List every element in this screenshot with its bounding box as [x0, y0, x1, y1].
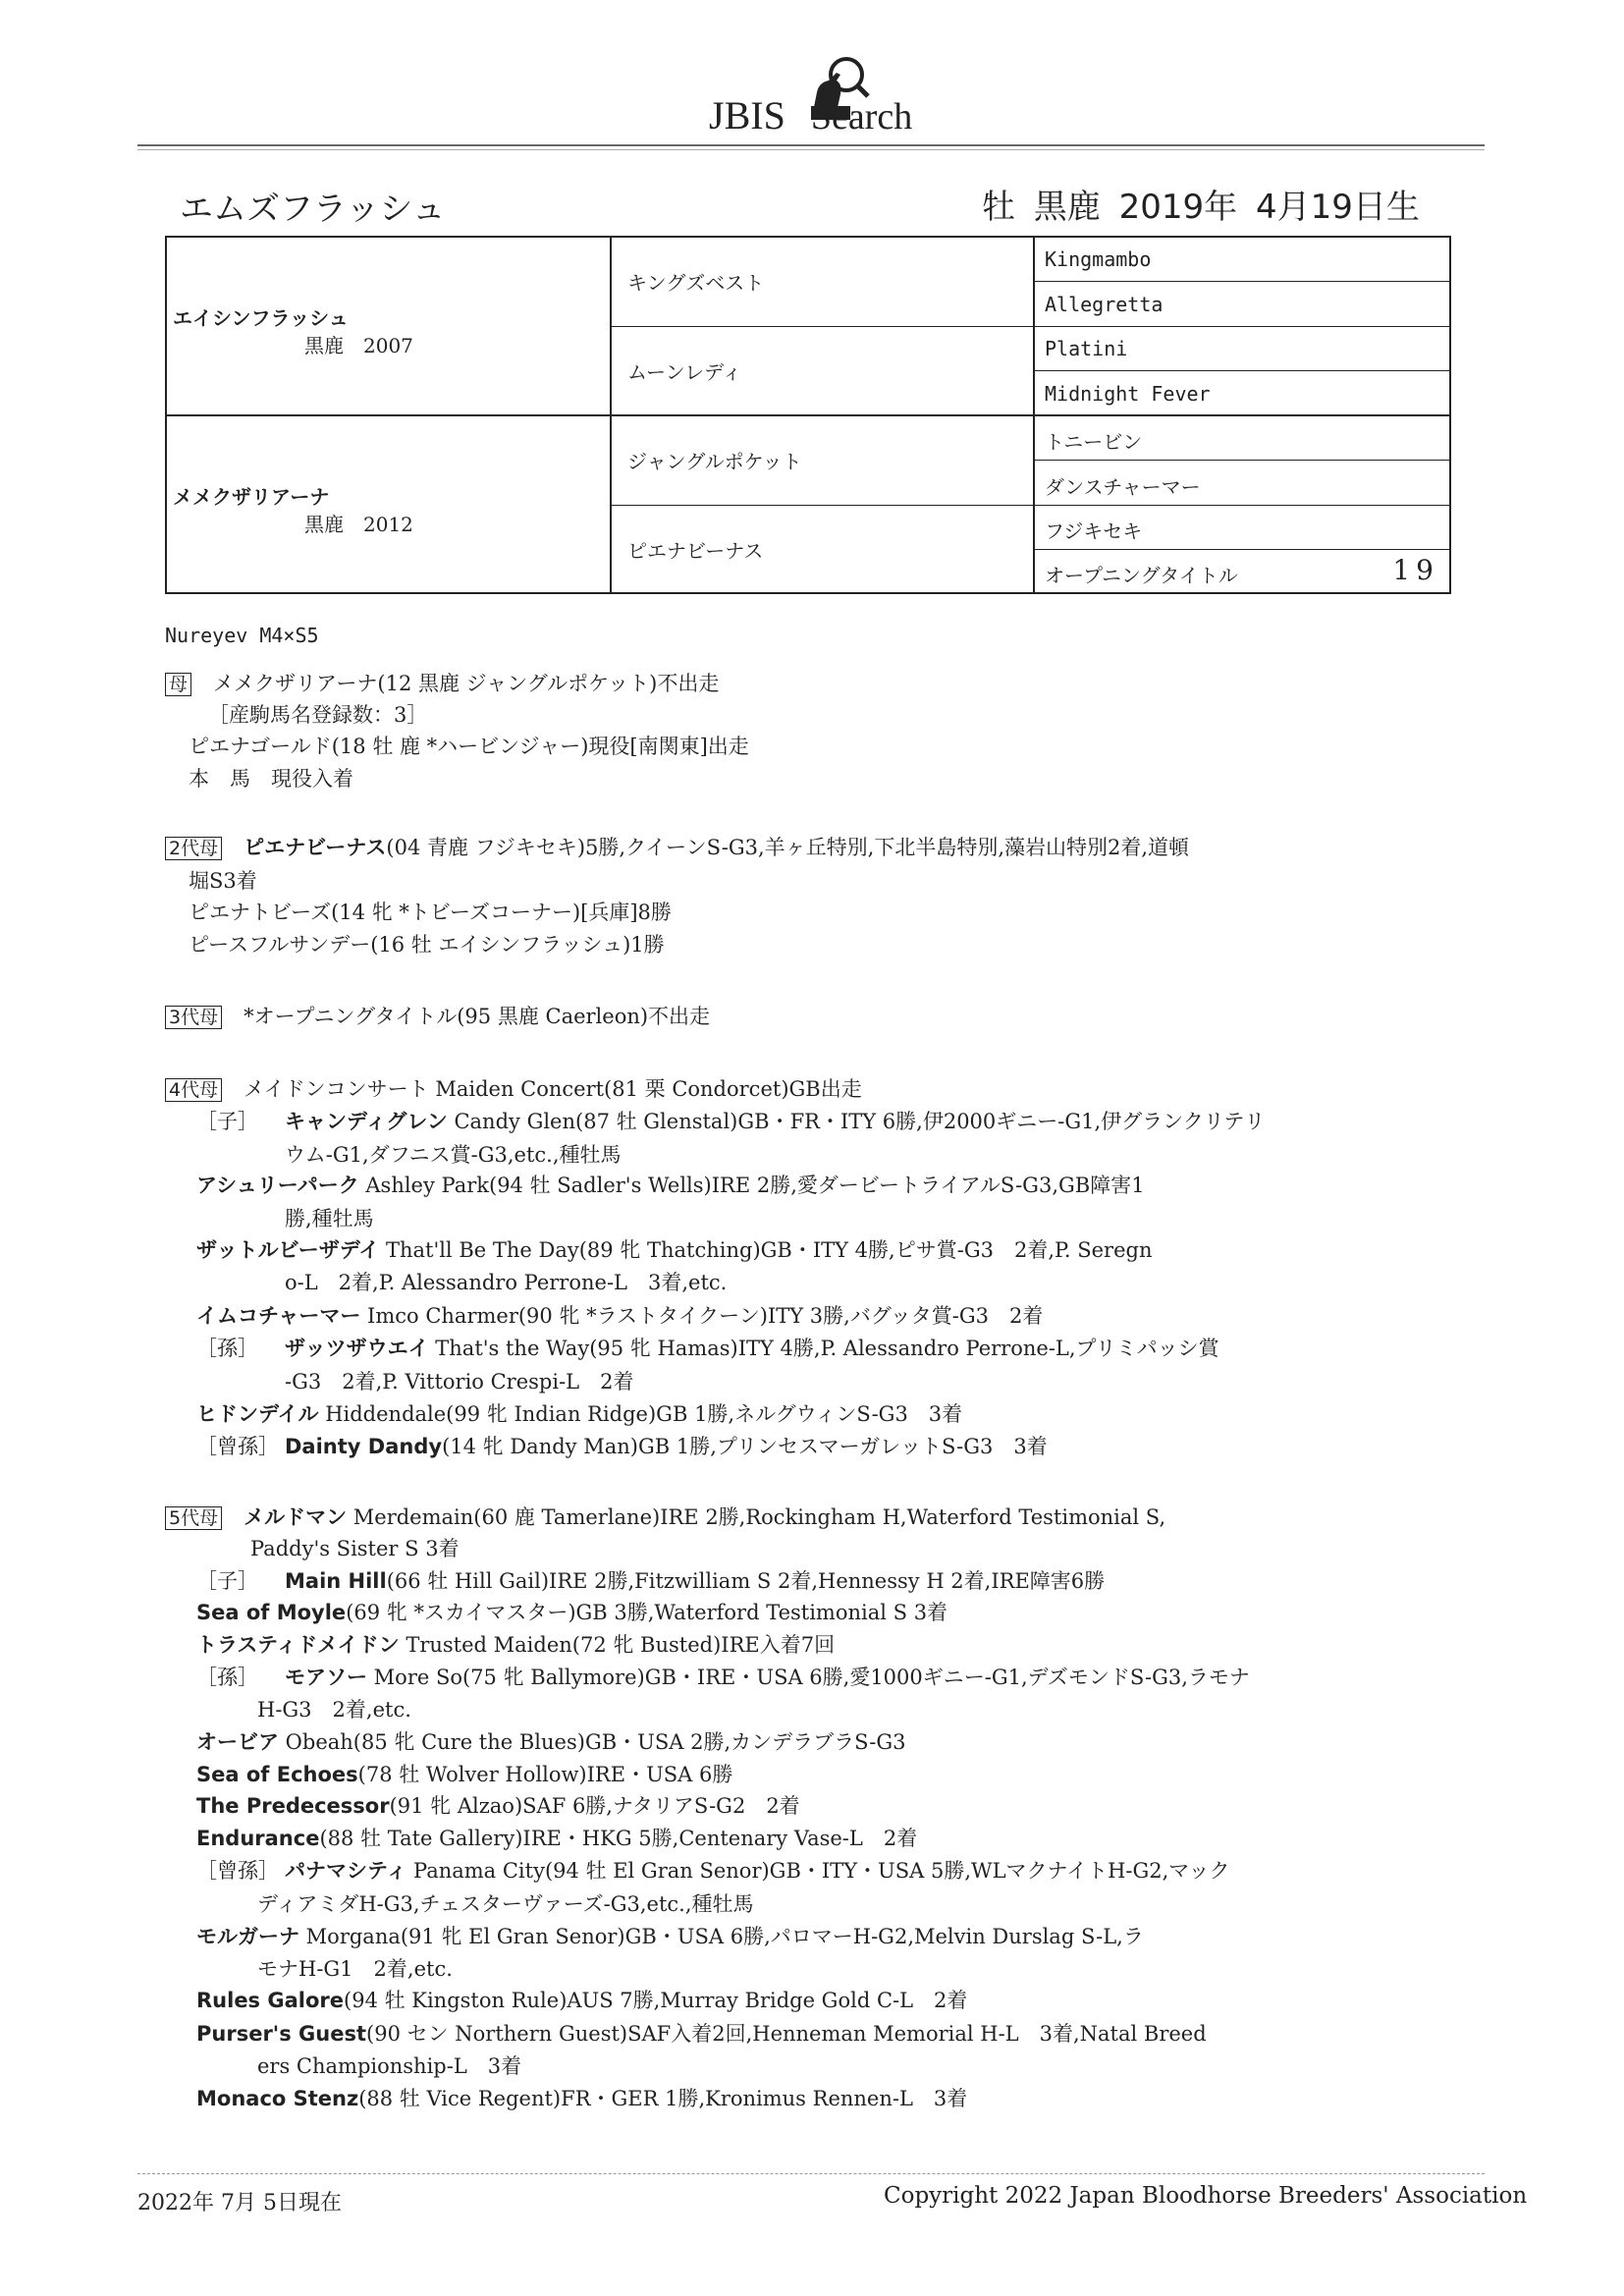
pedigree-g3-cell	[1035, 371, 1449, 416]
family-line	[196, 1603, 947, 1623]
pedigree-g3-cell	[1035, 416, 1449, 461]
generation-label: 3代母	[165, 1006, 222, 1029]
family-line	[257, 2056, 521, 2077]
family-number: 19	[1392, 554, 1439, 586]
generation-label: 4代母	[165, 1078, 222, 1102]
horse-highlight-name: ヒドンデイル	[196, 1402, 319, 1426]
horse-highlight-name: トラスティドメイドン	[196, 1633, 400, 1657]
pedigree-g3-cell	[1035, 327, 1449, 371]
horse-highlight-name: ザッツザウエイ	[285, 1337, 429, 1360]
family-line	[196, 1175, 1145, 1196]
family-line	[196, 1796, 800, 1817]
family-line	[196, 1927, 1144, 1947]
line-text: Merdemain(60 鹿 Tamerlane)IRE 2勝,Rockingham H,Waterford Testimonial S,	[347, 1505, 1166, 1529]
family-line	[165, 1006, 710, 1029]
pedigree-g3-name: オープニングタイトル	[1045, 564, 1238, 587]
horse-name: エムズフラッシュ	[180, 190, 446, 229]
pedigree-g3-cell	[1035, 506, 1449, 550]
footer-copyright: Copyright 2022 Japan Bloodhorse Breeders' Association	[884, 2183, 1528, 2209]
horse-highlight-name: Sea of Echoes	[196, 1763, 358, 1786]
family-line	[285, 1372, 633, 1393]
horse-highlight-name: Endurance	[196, 1827, 320, 1850]
family-line	[196, 1240, 1152, 1261]
line-text: Hiddendale(99 牝 Indian Ridge)GB 1勝,ネルグウィンS-G3 3着	[318, 1402, 963, 1426]
relation-tag: ［曾孫］	[196, 1435, 279, 1458]
pedigree-g2-name: ピエナビーナス	[627, 539, 764, 563]
dam-name: メメクザリアーナ	[173, 485, 330, 509]
line-text: (14 牝 Dandy Man)GB 1勝,プリンセスマーガレットS-G3 3着	[442, 1435, 1048, 1458]
sire-name: エイシンフラッシュ	[173, 306, 349, 330]
line-text: メイドンコンサート Maiden Concert(81 栗 Condorcet)GB出走	[244, 1077, 862, 1101]
pedigree-g2-cell	[612, 238, 1035, 327]
footer-date: 2022年 7月 5日現在	[137, 2191, 342, 2215]
family-line	[196, 1404, 962, 1425]
family-line	[196, 1635, 835, 1656]
pedigree-g3-name: フジキセキ	[1045, 519, 1143, 543]
family-line	[196, 1765, 732, 1785]
line-text: ピースフルサンデー(16 牡 エイシンフラッシュ)1勝	[189, 933, 665, 957]
relation-tag: ［子］	[196, 1569, 258, 1593]
header-divider	[137, 144, 1485, 146]
family-line	[196, 1339, 1219, 1359]
generation-label: 5代母	[165, 1506, 222, 1530]
relation-tag: ［孫］	[196, 1666, 258, 1689]
line-text: Trusted Maiden(72 牝 Busted)IRE入着7回	[399, 1633, 836, 1657]
family-line	[189, 769, 353, 790]
horse-info: 牡 黒鹿 2019年 4月19日生	[982, 188, 1420, 227]
line-text: That's the Way(95 牝 Hamas)ITY 4勝,P. Alessandro Perrone-L,プリミパッシ賞	[428, 1337, 1219, 1360]
pedigree-g2-name: キングズベスト	[627, 271, 765, 295]
family-line	[165, 1506, 1165, 1530]
family-line	[208, 705, 427, 726]
header-divider-thin	[137, 149, 1485, 150]
horse-highlight-name: Purser's Guest	[196, 2022, 367, 2046]
line-text: ers Championship-L 3着	[257, 2054, 522, 2078]
line-text: (69 牝 *スカイマスター)GB 3勝,Waterford Testimonial S 3着	[346, 1601, 948, 1624]
family-line	[196, 1991, 967, 2011]
family-line	[189, 935, 665, 956]
family-line	[257, 1959, 453, 1980]
line-text: -G3 2着,P. Vittorio Crespi-L 2着	[285, 1370, 634, 1394]
pedigree-g3-cell	[1035, 282, 1449, 327]
family-line	[189, 737, 749, 757]
line-text: (88 牡 Tate Gallery)IRE・HKG 5勝,Centenary Vase-L 2着	[319, 1827, 918, 1850]
line-text: (88 牡 Vice Regent)FR・GER 1勝,Kronimus Rennen-L 3着	[358, 2087, 968, 2110]
line-text: メメクザリアーナ(12 黒鹿 ジャングルポケット)不出走	[213, 672, 720, 695]
line-text: o-L 2着,P. Alessandro Perrone-L 3着,etc.	[285, 1271, 728, 1294]
family-line	[189, 871, 257, 892]
pedigree-dam-cell	[167, 416, 612, 593]
logo-text-jbis: JBIS	[709, 93, 785, 137]
inbreeding-note: Nureyev M4×S5	[165, 624, 319, 647]
pedigree-g3-name: Allegretta	[1045, 293, 1164, 316]
line-text: ディアミダH-G3,チェスターヴァーズ-G3,etc.,種牡馬	[257, 1892, 754, 1916]
pedigree-g3-cell	[1035, 238, 1449, 282]
horse-highlight-name: アシュリーパーク	[196, 1174, 359, 1197]
pedigree-g3-name: Platini	[1045, 337, 1128, 360]
line-text: Paddy's Sister S 3着	[250, 1537, 460, 1560]
horse-highlight-name: オービア	[196, 1730, 279, 1754]
family-line	[196, 1437, 1048, 1457]
line-text: 勝,種牡馬	[285, 1207, 374, 1230]
pedigree-g2-name: ムーンレディ	[627, 360, 742, 384]
family-line	[196, 1732, 906, 1753]
horse-highlight-name: Rules Galore	[196, 1989, 345, 2012]
pedigree-g3-name: ダンスチャーマー	[1045, 475, 1201, 499]
line-text: *オープニングタイトル(95 黒鹿 Caerleon)不出走	[244, 1005, 711, 1028]
line-text: Imco Charmer(90 牝 *ラストタイクーン)ITY 3勝,バグッタ賞-G3 2着	[360, 1304, 1044, 1328]
line-text: Ashley Park(94 牡 Sadler's Wells)IRE 2勝,愛ダービートライアルS-G3,GB障害1	[358, 1174, 1145, 1197]
logo-text-search: Search	[810, 96, 913, 137]
line-text: ウム-G1,ダフニス賞-G3,etc.,種牡馬	[285, 1143, 622, 1167]
horse-highlight-name: The Predecessor	[196, 1794, 390, 1818]
family-line	[257, 1894, 754, 1915]
pedigree-table	[165, 236, 1451, 594]
pedigree-g3-name: トニービン	[1045, 430, 1143, 454]
pedigree-sire-cell	[167, 238, 612, 416]
line-text: More So(75 牝 Ballymore)GB・IRE・USA 6勝,愛1000ギニー-G1,デズモンドS-G3,ラモナ	[367, 1666, 1250, 1689]
footer-divider	[137, 2173, 1485, 2174]
pedigree-g2-cell	[612, 327, 1035, 416]
family-line	[165, 673, 719, 696]
line-text: ピエナトビーズ(14 牝 *トビーズコーナー)[兵庫]8勝	[189, 901, 672, 924]
line-text: (90 セン Northern Guest)SAF入着2回,Henneman Memorial H-L 3着,Natal Breed	[366, 2022, 1207, 2046]
line-text: (66 牡 Hill Gail)IRE 2勝,Fitzwilliam S 2着,Hennessy H 2着,IRE障害6勝	[386, 1569, 1106, 1593]
horse-highlight-name: Sea of Moyle	[196, 1601, 347, 1624]
pedigree-g2-name: ジャングルポケット	[627, 450, 802, 473]
horse-highlight-name: ザットルビーザデイ	[196, 1238, 380, 1262]
line-text: Panama City(94 牡 El Gran Senor)GB・ITY・USA 5勝,WLマクナイトH-G2,マック	[406, 1859, 1230, 1883]
family-line	[196, 2024, 1207, 2045]
sire-sub: 黒鹿 2007	[304, 334, 413, 357]
line-text: (04 青鹿 フジキセキ)5勝,クイーンS-G3,羊ヶ丘特別,下北半島特別,藻岩山特別2着,道頓	[386, 836, 1190, 859]
line-text: Morgana(91 牝 El Gran Senor)GB・USA 6勝,パロマーH-G2,Melvin Durslag S-L,ラ	[299, 1925, 1144, 1948]
dam-sub: 黒鹿 2012	[304, 513, 413, 536]
family-line	[285, 1273, 727, 1293]
horse-highlight-name: パナマシティ	[285, 1859, 407, 1883]
family-line	[285, 1145, 622, 1166]
line-text: 本 馬 現役入着	[189, 767, 353, 791]
family-line	[196, 1571, 1105, 1592]
family-line	[165, 1078, 862, 1102]
line-text: (91 牝 Alzao)SAF 6勝,ナタリアS-G2 2着	[389, 1794, 800, 1818]
pedigree-g2-cell	[612, 506, 1035, 593]
pedigree-g3-cell	[1035, 550, 1449, 593]
line-text: Obeah(85 牝 Cure the Blues)GB・USA 2勝,カンデラブラS-G3	[279, 1730, 906, 1754]
relation-tag: ［子］	[196, 1110, 258, 1133]
jbis-search-logo	[687, 49, 943, 139]
family-line	[196, 1861, 1229, 1882]
horse-highlight-name: Dainty Dandy	[285, 1435, 443, 1458]
family-line	[196, 1667, 1250, 1688]
family-line	[165, 837, 1189, 860]
relation-tag: ［孫］	[196, 1337, 258, 1360]
family-line	[196, 1306, 1043, 1327]
horse-highlight-name: Monaco Stenz	[196, 2087, 359, 2110]
line-text: (94 牡 Kingston Rule)AUS 7勝,Murray Bridge Gold C-L 2着	[344, 1989, 968, 2012]
line-text: モナH-G1 2着,etc.	[257, 1957, 453, 1981]
pedigree-g2-cell	[612, 416, 1035, 506]
pedigree-g3-name: Kingmambo	[1045, 247, 1152, 271]
horse-highlight-name: モルガーナ	[196, 1925, 299, 1948]
line-text: (78 牡 Wolver Hollow)IRE・USA 6勝	[357, 1763, 733, 1786]
family-line	[196, 2089, 967, 2109]
line-text: H-G3 2着,etc.	[257, 1698, 411, 1722]
horse-highlight-name: ピエナビーナス	[244, 836, 387, 859]
relation-tag: ［曾孫］	[196, 1859, 279, 1883]
family-line	[196, 1829, 917, 1849]
line-text: ［産駒馬名登録数：3］	[208, 703, 428, 727]
family-line	[189, 902, 672, 923]
family-line	[285, 1209, 374, 1230]
pedigree-g3-cell	[1035, 461, 1449, 506]
horse-highlight-name: イムコチャーマー	[196, 1304, 361, 1328]
horse-highlight-name: キャンディグレン	[285, 1110, 448, 1133]
pedigree-g3-name: Midnight Fever	[1045, 382, 1211, 406]
family-line	[250, 1539, 460, 1559]
horse-highlight-name: モアソー	[285, 1666, 367, 1689]
horse-highlight-name: メルドマン	[244, 1505, 348, 1529]
horse-highlight-name: Main Hill	[285, 1569, 387, 1593]
line-text: Candy Glen(87 牡 Glenstal)GB・FR・ITY 6勝,伊2000ギニー-G1,伊グランクリテリ	[447, 1110, 1266, 1133]
line-text: ピエナゴールド(18 牡 鹿 *ハービンジャー)現役[南関東]出走	[189, 735, 749, 758]
family-line	[257, 1700, 411, 1721]
generation-label: 母	[165, 673, 191, 696]
line-text: That'll Be The Day(89 牝 Thatching)GB・ITY 4勝,ピサ賞-G3 2着,P. Seregn	[379, 1238, 1153, 1262]
generation-label: 2代母	[165, 837, 222, 860]
line-text: 堀S3着	[189, 869, 257, 893]
family-line	[196, 1112, 1265, 1132]
